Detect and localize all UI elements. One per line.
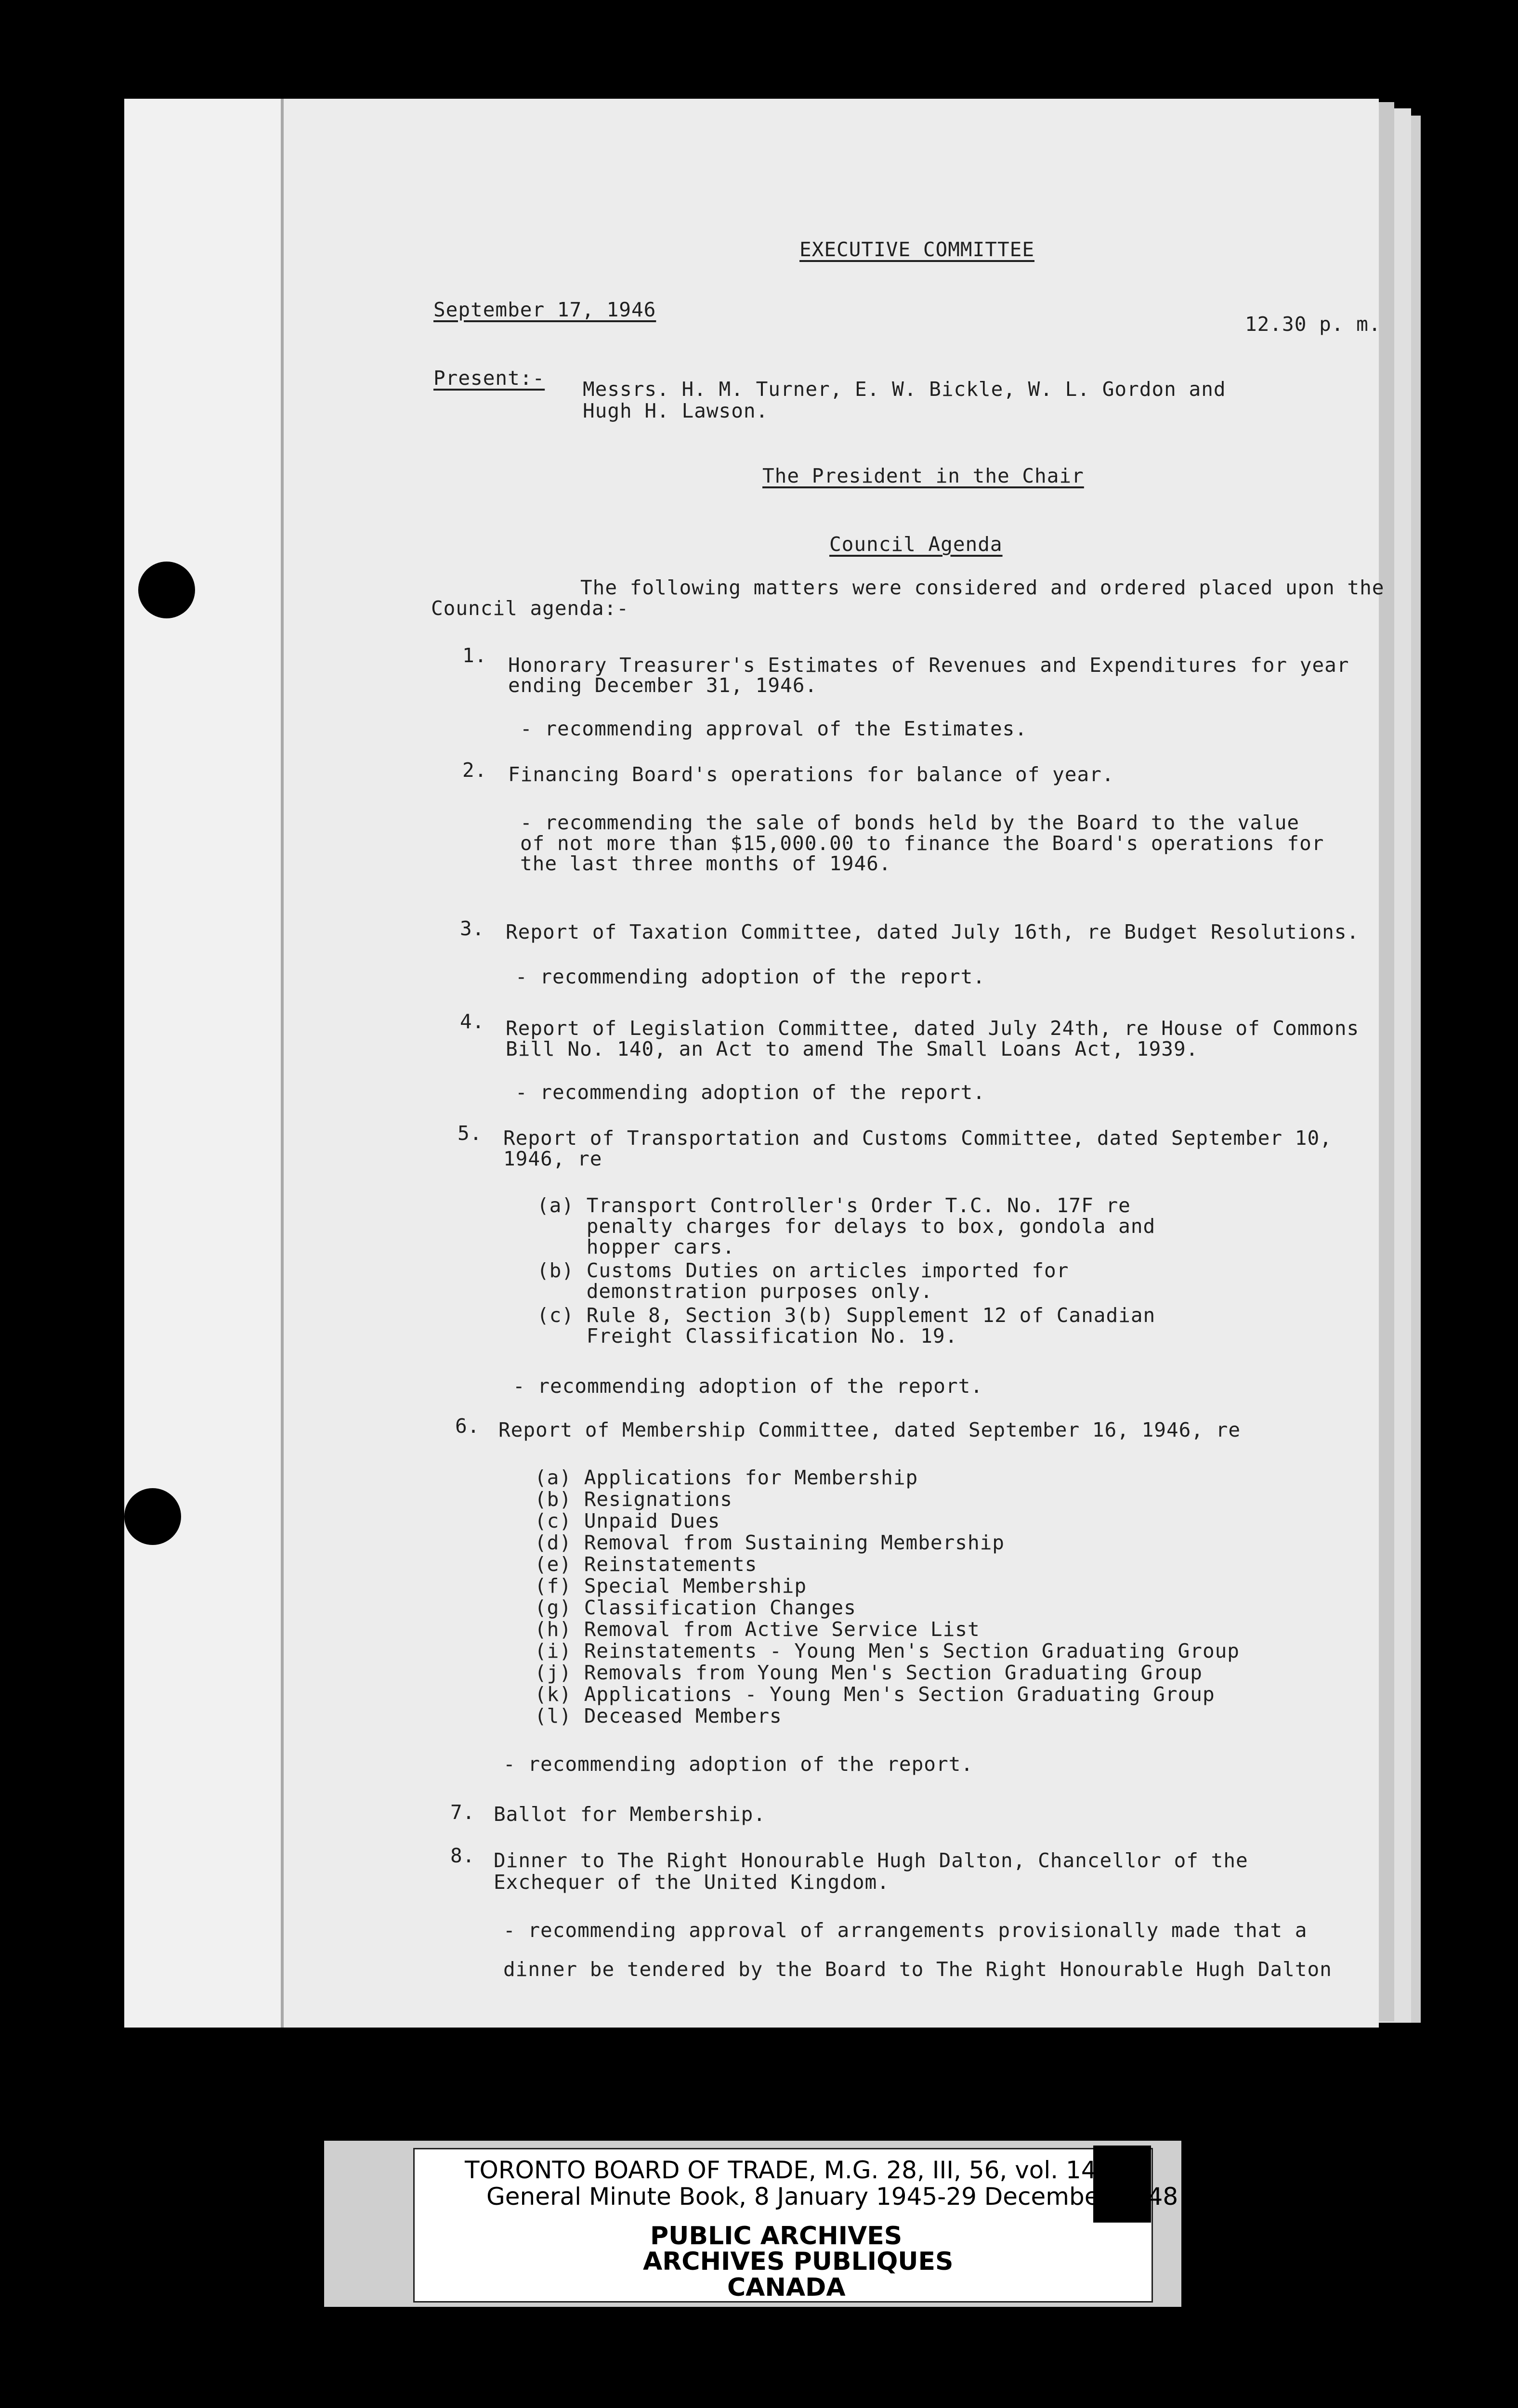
binding-margin [124, 99, 281, 2028]
agenda-title: Council Agenda [829, 533, 1003, 556]
sub-item: (c) Rule 8, Section 3(b) Supplement 12 of Canadian [537, 1304, 1156, 1327]
sub-item: (j) Removals from Young Men's Section Graduating Group [535, 1661, 1203, 1684]
archive-reference: TORONTO BOARD OF TRADE, M.G. 28, III, 56, vol. 149 [465, 2156, 1112, 2184]
item-text: 1946, re [503, 1147, 602, 1170]
item-recommendation: the last three months of 1946. [520, 852, 891, 875]
item-recommendation: - recommending adoption of the report. [513, 1374, 983, 1398]
sub-item: (e) Reinstatements [535, 1553, 758, 1576]
item-number: 3. [460, 917, 485, 940]
item-recommendation: - recommending approval of arrangements provisionally made that a [503, 1919, 1308, 1942]
item-number: 2. [462, 759, 487, 782]
sub-item: (c) Unpaid Dues [535, 1509, 720, 1532]
sub-item: (l) Deceased Members [535, 1704, 782, 1727]
item-recommendation: of not more than $15,000.00 to finance the Board's operations for [520, 832, 1324, 855]
item-text: ending December 31, 1946. [508, 674, 818, 697]
sub-item: (k) Applications - Young Men's Section Graduating Group [535, 1683, 1215, 1706]
item-text: Dinner to The Right Honourable Hugh Dalton, Chancellor of the [494, 1849, 1248, 1872]
item-text: Exchequer of the United Kingdom. [494, 1871, 890, 1894]
item-recommendation: dinner be tendered by the Board to The Right Honourable Hugh Dalton [503, 1958, 1332, 1981]
archive-description: General Minute Book, 8 January 1945-29 December 1948 [486, 2183, 1178, 2211]
sub-item: (h) Removal from Active Service List [535, 1618, 980, 1641]
item-number: 6. [455, 1414, 480, 1438]
item-recommendation: - recommending the sale of bonds held by the Board to the value [520, 811, 1300, 834]
item-text: Report of Membership Committee, dated September 16, 1946, re [498, 1418, 1241, 1441]
sub-item: (a) Applications for Membership [535, 1466, 918, 1489]
chair-note: The President in the Chair [762, 464, 1084, 487]
punch-hole [124, 1488, 181, 1545]
archive-name-en: PUBLIC ARCHIVES [650, 2222, 903, 2251]
item-number: 5. [458, 1122, 483, 1145]
sub-item: (b) Customs Duties on articles imported for [537, 1259, 1069, 1282]
present-names-cont: Hugh H. Lawson. [583, 399, 769, 422]
document-heading: EXECUTIVE COMMITTEE [799, 238, 1034, 261]
item-text: Report of Taxation Committee, dated July 16th, re Budget Resolutions. [506, 920, 1360, 943]
sub-item: hopper cars. [537, 1235, 735, 1258]
item-text: Ballot for Membership. [494, 1803, 766, 1826]
sub-item: (a) Transport Controller's Order T.C. No. 17F re [537, 1194, 1131, 1217]
item-text: Financing Board's operations for balance of year. [508, 763, 1114, 786]
item-text: Report of Transportation and Customs Committee, dated September 10, [503, 1126, 1332, 1150]
item-recommendation: - recommending adoption of the report. [503, 1753, 973, 1776]
item-text: Honorary Treasurer's Estimates of Revenues and Expenditures for year [508, 654, 1349, 677]
item-recommendation: - recommending adoption of the report. [515, 965, 985, 988]
sub-item: (f) Special Membership [535, 1574, 807, 1597]
archive-country: CANADA [727, 2273, 846, 2302]
punch-hole [138, 562, 195, 618]
item-recommendation: - recommending approval of the Estimates. [520, 717, 1028, 740]
sub-item: penalty charges for delays to box, gondola and [537, 1215, 1156, 1238]
sub-item: demonstration purposes only. [537, 1280, 933, 1303]
present-label: Present:- [433, 366, 545, 390]
sub-item: (b) Resignations [535, 1488, 733, 1511]
present-names: Messrs. H. M. Turner, E. W. Bickle, W. L. Gordon and [583, 378, 1226, 401]
intro-text: The following matters were considered and ordered placed upon the [580, 576, 1385, 599]
meeting-time: 12.30 p. m. [1245, 313, 1381, 336]
item-number: 7. [450, 1801, 475, 1824]
item-number: 8. [450, 1844, 475, 1867]
archive-name-fr: ARCHIVES PUBLIQUES [643, 2247, 954, 2276]
sub-item: (d) Removal from Sustaining Membership [535, 1531, 1005, 1554]
item-recommendation: - recommending adoption of the report. [515, 1081, 985, 1104]
item-number: 4. [460, 1010, 485, 1033]
sub-item: (g) Classification Changes [535, 1596, 856, 1619]
margin-rule [281, 99, 284, 2028]
item-number: 1. [462, 644, 487, 667]
sub-item: Freight Classification No. 19. [537, 1324, 958, 1348]
intro-text-cont: Council agenda:- [431, 597, 629, 620]
meeting-date: September 17, 1946 [433, 298, 656, 321]
sub-item: (i) Reinstatements - Young Men's Section Graduating Group [535, 1639, 1240, 1662]
item-text: Bill No. 140, an Act to amend The Small Loans Act, 1939. [506, 1037, 1199, 1060]
item-text: Report of Legislation Committee, dated July 24th, re House of Commons [506, 1017, 1360, 1040]
